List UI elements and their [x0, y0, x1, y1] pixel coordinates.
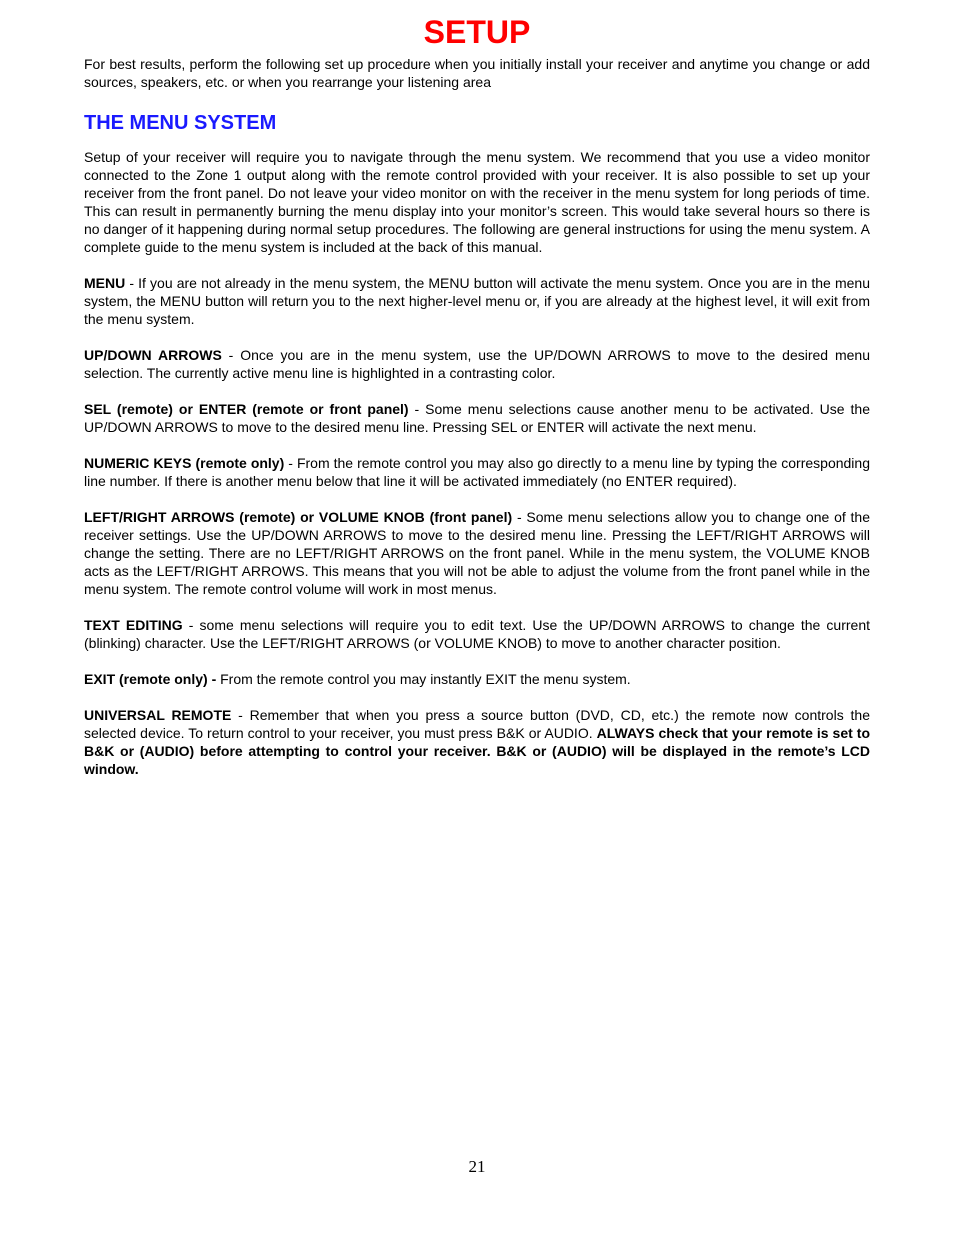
text-editing-paragraph	[84, 616, 870, 652]
item-term: EXIT (remote only) -	[84, 671, 217, 687]
warning-text: ALWAYS check that your remote is set to B&K or (AUDIO) before attempting to control your receiver. B&K or (AUDIO) will be displayed in the remote’s LCD window.	[84, 725, 871, 777]
item-term: SEL (remote) or ENTER (remote or front panel)	[84, 401, 409, 417]
exit-paragraph	[84, 670, 870, 688]
item-text: - From the remote control you may also go directly to a menu line by typing the corresponding line number. If there is another menu below that line it will be activated immediately (no ENTER required).	[84, 455, 870, 489]
item-term: LEFT/RIGHT ARROWS (remote) or VOLUME KNOB (front panel)	[84, 509, 513, 525]
sel-enter-paragraph	[84, 400, 870, 436]
section-heading: THE MENU SYSTEM	[84, 112, 277, 134]
item-text: - Some menu selections cause another menu to be activated. Use the UP/DOWN ARROWS to move to the desired menu line. Pressing SEL or ENTER will activate the next menu.	[84, 401, 870, 435]
item-text: - Once you are in the menu system, use the UP/DOWN ARROWS to move to the desired menu selection. The currently active menu line is highlighted in a contrasting color.	[84, 347, 870, 381]
item-text: - some menu selections will require you to edit text. Use the UP/DOWN ARROWS to change the current (blinking) character. Use the LEFT/RIGHT ARROWS (or VOLUME KNOB) to move to another character position.	[84, 617, 870, 651]
item-text: - Remember that when you press a source button (DVD, CD, etc.) the remote now controls the selected device. To return control to your receiver, you must press B&K or AUDIO.	[84, 707, 870, 741]
page-title: SETUP	[423, 14, 531, 50]
up-down-arrows-paragraph	[84, 346, 870, 382]
numeric-keys-paragraph	[84, 454, 870, 490]
item-term: UNIVERSAL REMOTE	[84, 707, 232, 723]
item-term: NUMERIC KEYS (remote only)	[84, 455, 285, 471]
item-term: UP/DOWN ARROWS	[84, 347, 222, 363]
intro-paragraph: For best results, perform the following set up procedure when you initially install your receiver and anytime you change or add sources, speakers, etc. or when you rearrange your listening area	[84, 56, 870, 90]
item-text: From the remote control you may instantly EXIT the menu system.	[216, 671, 631, 687]
universal-remote-paragraph	[84, 706, 870, 778]
item-text: - If you are not already in the menu system, the MENU button will activate the menu system. Once you are in the menu system, the MENU button will return you to the next higher-level menu or, if you are already at the highest level, it will exit from the menu system.	[84, 275, 870, 327]
document-page	[84, 0, 870, 778]
item-term: MENU	[84, 275, 126, 291]
page-number: 21	[468, 1157, 486, 1176]
menu-item-paragraph	[84, 274, 870, 328]
section-intro-paragraph: Setup of your receiver will require you to navigate through the menu system. We recommend that you use a video monitor connected to the Zone 1 output along with the remote control provided with your receiver. It is also possible to set up your receiver from the front panel. Do not leave your video monitor on with the receiver in the menu system for long periods of time. This can result in permanently burning the menu display into your monitor’s screen. This would take several hours so there is no danger of it happening during normal setup procedures. The following are general instructions for using the menu system. A complete guide to the menu system is included at the back of this manual.	[84, 149, 870, 255]
item-text: - Some menu selections allow you to change one of the receiver settings. Use the UP/DOWN ARROWS to move to the desired menu line. Pressing the LEFT/RIGHT ARROWS will change the setting. There are no LEFT/RIGHT ARROWS on the front panel. While in the menu system, the VOLUME KNOB acts as the LEFT/RIGHT ARROWS. This means that you will not be able to adjust the volume from the front panel while in the menu system. The remote control volume will work in most menus.	[84, 509, 870, 597]
left-right-arrows-paragraph	[84, 508, 870, 598]
item-term: TEXT EDITING	[84, 617, 183, 633]
